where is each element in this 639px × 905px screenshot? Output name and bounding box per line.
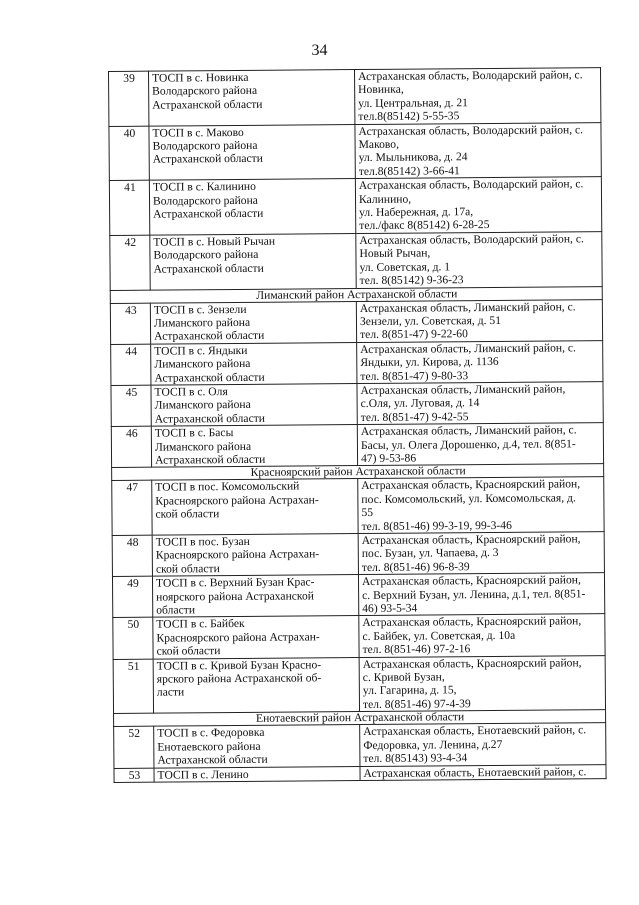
table-row xyxy=(109,68,601,126)
organization-name-line: Лиманского района xyxy=(154,398,251,412)
organization-name-line: Енотаевского района xyxy=(157,739,261,754)
organization-name-line: Лиманского района xyxy=(154,439,252,454)
row-number: 40 xyxy=(109,126,149,181)
row-number: 47 xyxy=(112,481,152,536)
address-line: тел./факс 8(85142) 6-28-25 xyxy=(359,218,490,233)
table-row xyxy=(109,122,601,180)
address-line: пос. Бузан, ул. Чапаева, д. 3 xyxy=(361,546,499,561)
page-number: 34 xyxy=(311,42,328,59)
address-cell xyxy=(357,423,603,466)
address-line: тел.8(85142) 3-66-41 xyxy=(358,164,460,178)
address-line: тел. 8(851-47) 9-42-55 xyxy=(360,409,469,424)
address-line: тел. 8(851-47) 9-22-60 xyxy=(360,327,468,342)
table-row xyxy=(114,723,606,768)
row-number: 43 xyxy=(110,303,150,345)
address-line: Астраханская область, Енотаевский район, с. xyxy=(363,764,587,780)
organization-name-line: Володарского района xyxy=(152,138,258,153)
organization-name-cell xyxy=(151,425,357,468)
address-line: Астраханская область, Володарский район, с. xyxy=(358,68,583,84)
row-number: 41 xyxy=(109,180,149,235)
address-line: ул. Мыльникова, д. 24 xyxy=(358,150,468,165)
organization-name-line: Астраханской области xyxy=(155,452,266,467)
table-row xyxy=(113,614,605,659)
organization-name-cell xyxy=(150,301,356,344)
organization-name-line: ТОСП в пос. Комсомольский xyxy=(155,479,300,495)
table-row xyxy=(111,423,603,468)
address-line: Федоровка, ул. Ленина, д.27 xyxy=(363,737,503,752)
address-line: Яндыки, ул. Кирова, д. 1136 xyxy=(360,355,499,370)
address-cell xyxy=(359,655,605,712)
address-line: с. Верхний Бузан, ул. Ленина, д.1, тел. 8(851- xyxy=(362,586,586,602)
address-line: с. Кривой Бузан, xyxy=(362,670,445,685)
address-line: Басы, ул. Олега Дорошенко, д.4, тел. 8(851- xyxy=(360,436,576,452)
organization-name-line: ТОСП в пос. Бузан xyxy=(155,534,250,549)
organization-name-line: ТОСП в с. Новый Рычан xyxy=(153,234,276,249)
address-cell xyxy=(356,299,602,342)
table-row xyxy=(110,299,602,344)
address-cell xyxy=(354,68,600,125)
organization-name-line: ТОСП в с. Кривой Бузан Красно- xyxy=(156,658,322,673)
address-line: ул. Советская, д. 1 xyxy=(359,260,451,274)
organization-name-line: ярского района Астраханской об- xyxy=(156,671,322,686)
address-cell xyxy=(359,614,605,657)
table-row xyxy=(112,532,604,577)
organization-name-line: ТОСП в с. Верхний Бузан Крас- xyxy=(155,575,315,590)
organization-name-line: Астраханской области xyxy=(154,329,265,343)
address-line: ул. Гагарина, д. 15, xyxy=(362,683,457,698)
row-number: 52 xyxy=(114,726,154,768)
address-cell xyxy=(357,340,603,383)
organization-name-cell xyxy=(151,342,357,385)
address-line: 47) 9-53-86 xyxy=(361,451,417,465)
organization-name-line: ской области xyxy=(156,644,221,658)
organization-name-line: Астраханской области xyxy=(153,206,264,221)
row-number: 45 xyxy=(111,385,151,427)
organization-name-line: Красноярского района Астрахан- xyxy=(155,493,319,508)
address-cell xyxy=(358,532,604,575)
row-number: 46 xyxy=(111,426,151,468)
address-cell xyxy=(358,573,604,616)
address-line: ул. Набережная, д. 17а, xyxy=(359,205,474,220)
address-line: тел. 8(85143) 93-4-34 xyxy=(363,751,468,766)
region-header: Красноярский район Астраханской области xyxy=(112,464,604,481)
address-line: 55 xyxy=(361,506,374,520)
address-line: тел. 8(85142) 9-36-23 xyxy=(359,273,464,288)
address-line: тел. 8(851-46) 97-2-16 xyxy=(362,642,471,657)
organization-name-line: ской области xyxy=(155,507,220,521)
row-number: 39 xyxy=(109,71,149,126)
organization-name-line: ТОСП в с. Зензели xyxy=(153,302,247,317)
address-line: тел. 8(851-47) 9-80-33 xyxy=(360,368,469,383)
organization-name-line: Астраханской области xyxy=(154,370,265,385)
address-line: Астраханская область, Лиманский район, с. xyxy=(360,341,576,356)
organization-name-line: ТОСП в с. Новинка xyxy=(152,70,249,85)
organization-name-line: Астраханской области xyxy=(152,97,263,112)
address-line: Маково, xyxy=(358,137,400,152)
organization-name-line: Красноярского района Астрахан- xyxy=(156,630,320,645)
row-number: 49 xyxy=(112,576,152,618)
table-row xyxy=(111,382,603,427)
row-number: 48 xyxy=(112,535,152,577)
organization-name-cell xyxy=(149,70,355,126)
address-cell xyxy=(357,382,603,425)
organization-name-line: Володарского района xyxy=(152,84,258,99)
address-line: тел. 8(851-46) 96-8-39 xyxy=(361,559,470,574)
address-line: 46) 93-5-34 xyxy=(362,601,418,616)
row-number: 50 xyxy=(113,618,153,660)
region-header: Лиманский район Астраханской области xyxy=(110,286,602,303)
address-line: Новинка, xyxy=(358,83,404,97)
address-line: ул. Центральная, д. 21 xyxy=(358,95,469,110)
address-line: Астраханская область, Красноярский район, xyxy=(361,477,581,493)
organization-name-cell xyxy=(153,657,359,713)
organization-name-line: ласти xyxy=(156,685,185,700)
organization-name-line: Астраханской области xyxy=(154,411,266,426)
address-cell xyxy=(356,232,602,289)
organization-name-line: ТОСП в с. Байбек xyxy=(156,617,245,632)
organization-name-line: Лиманского района xyxy=(154,357,251,371)
table-row xyxy=(109,177,601,235)
address-line: Астраханская область, Володарский район, с. xyxy=(358,122,584,138)
row-number: 53 xyxy=(114,768,154,783)
address-line: Калинино, xyxy=(358,192,412,206)
address-cell xyxy=(358,477,604,534)
address-line: с.Оля, ул. Луговая, д. 14 xyxy=(360,396,480,411)
organization-name-cell xyxy=(150,233,356,289)
organization-name-line: ТОСП в с. Яндыки xyxy=(154,343,248,358)
table-row xyxy=(113,655,605,713)
table-row xyxy=(112,573,604,618)
organization-name-cell xyxy=(149,179,355,235)
address-line: Астраханская область, Красноярский район, xyxy=(362,655,582,671)
organization-name-line: ТОСП в с. Маково xyxy=(152,125,244,140)
organization-name-cell xyxy=(152,479,358,535)
address-cell xyxy=(355,122,601,179)
organization-name-line: ТОСП в с. Федоровка xyxy=(157,726,265,740)
organization-name-line: Володарского района xyxy=(152,193,258,208)
address-line: тел.8(85142) 5-55-35 xyxy=(358,109,460,124)
organization-name-line: Астраханской области xyxy=(153,261,264,276)
address-line: Астраханская область, Лиманский район, с. xyxy=(359,299,576,315)
address-line: Астраханская область, Красноярский район, xyxy=(361,532,581,548)
address-line: Астраханская область, Лиманский район, с. xyxy=(360,423,577,439)
organization-name-line: Красноярского района Астрахан- xyxy=(155,547,320,563)
organization-name-line: Астраханской области xyxy=(157,752,268,767)
organization-name-cell xyxy=(152,534,358,577)
organization-name-cell xyxy=(149,124,355,180)
organization-name-line: ТОСП в с. Калинино xyxy=(152,180,256,194)
address-line: Астраханская область, Красноярский район, xyxy=(361,573,581,589)
address-line: Зензели, ул. Советская, д. 51 xyxy=(359,313,502,328)
organizations-table xyxy=(108,67,607,783)
address-line: тел. 8(851-46) 99-3-19, 99-3-46 xyxy=(361,518,512,533)
organization-name-cell xyxy=(153,616,359,659)
address-line: тел. 8(851-46) 97-4-39 xyxy=(362,697,471,711)
region-header: Енотаевский район Астраханской области xyxy=(114,710,606,727)
organization-name-line: ТОСП в с. Оля xyxy=(154,385,228,399)
organization-name-cell xyxy=(151,383,357,426)
address-line: Астраханская область, Енотаевский район, с. xyxy=(363,723,587,739)
address-line: Новый Рычан, xyxy=(359,246,431,261)
organization-name-line: ской области xyxy=(155,561,220,576)
organization-name-line: ТОСП в с. Басы xyxy=(154,426,234,440)
table-row xyxy=(112,477,604,535)
table-row xyxy=(111,340,603,385)
document-table-wrapper xyxy=(108,67,607,783)
address-line: Астраханская область, Володарский район, с. xyxy=(358,177,584,193)
table-body xyxy=(109,68,607,783)
organization-name-line: Володарского района xyxy=(153,248,259,262)
address-cell xyxy=(355,177,601,234)
organization-name-line: области xyxy=(156,603,196,617)
row-number: 51 xyxy=(113,659,153,714)
organization-name-line: ТОСП в с. Ленино xyxy=(157,767,249,782)
address-cell xyxy=(360,723,606,766)
address-line: Астраханская область, Лиманский район, xyxy=(360,382,566,397)
row-number: 44 xyxy=(111,344,151,386)
organization-name-cell xyxy=(154,725,360,768)
table-row xyxy=(110,232,602,290)
organization-name-line: Астраханской области xyxy=(152,152,263,167)
address-line: пос. Комсомольский, ул. Комсомольская, д. xyxy=(361,491,576,506)
address-line: Астраханская область, Володарский район, с. xyxy=(359,232,584,247)
address-cell xyxy=(360,764,606,780)
row-number: 42 xyxy=(110,235,150,290)
address-line: Астраханская область, Красноярский район, xyxy=(362,614,582,630)
organization-name-cell xyxy=(152,575,358,618)
organization-name-cell xyxy=(154,766,360,782)
organization-name-line: Лиманского района xyxy=(153,315,251,330)
address-line: с. Байбек, ул. Советская, д. 10а xyxy=(362,628,516,643)
organization-name-line: ноярского района Астраханской xyxy=(156,589,315,604)
